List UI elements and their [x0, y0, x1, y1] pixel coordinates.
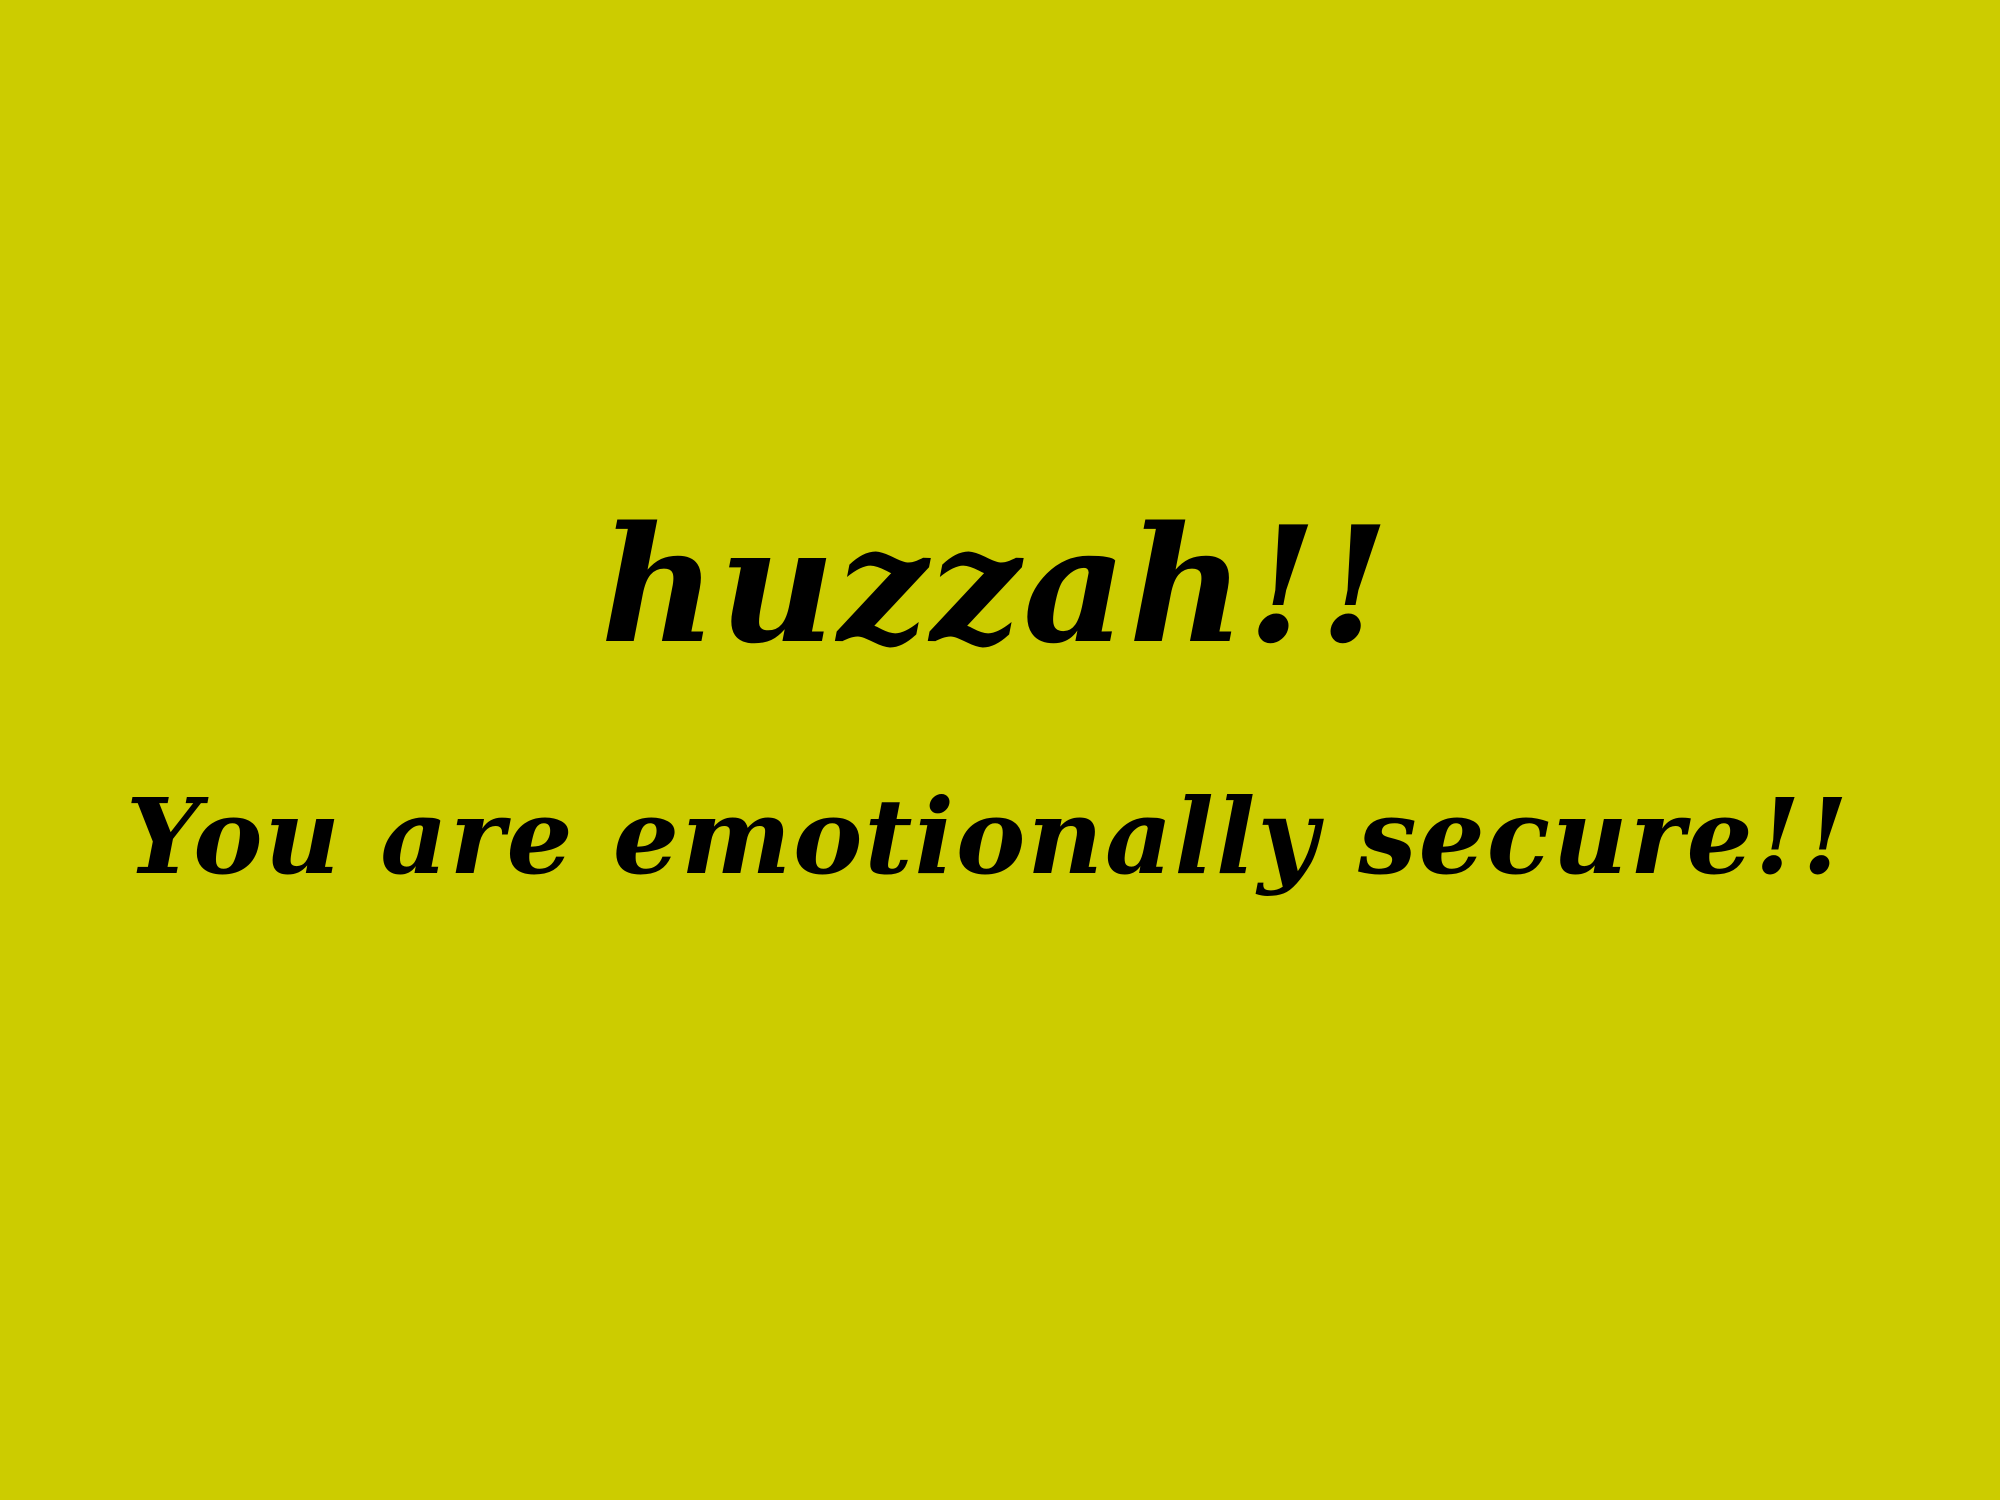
headline: huzzah!! [600, 491, 1392, 679]
result-message: You are emotionally secure!! [125, 775, 1850, 898]
